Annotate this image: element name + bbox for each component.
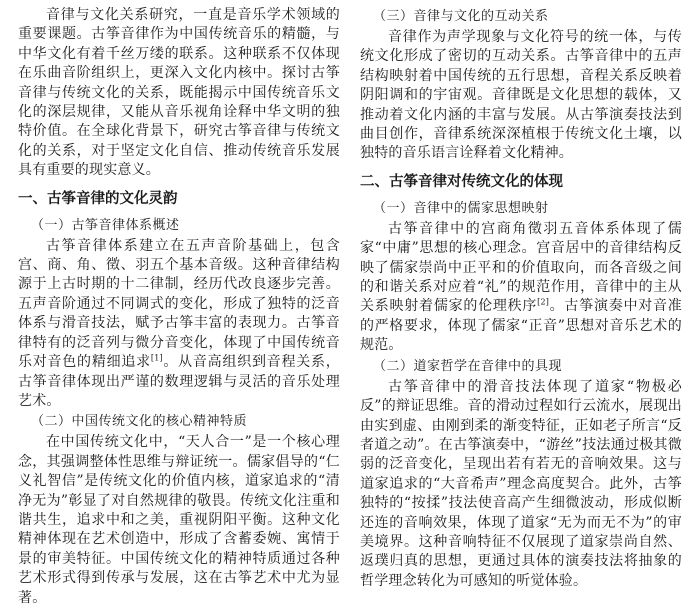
body-paragraph: 在中国传统文化中，“天人合一”是一个核心理念，其强调整体性思维与辩证统一。儒家倡导的“仁义礼智信”是传统文化的价值内核，道家追求的“清净无为”彰显了对自然规律的敬畏。传统文化注重和谐共生，追求中和之美，重视阴阳平衡。这种文化精神体现在艺术创造中，形成了含蓄委婉、寓情于景的审美特征。中国传统文化的精神特质通过各种艺术形式得到传承与发展，这在古筝艺术中尤为显著。	[18, 434, 340, 606]
paragraph-text: 古筝音律中的宫商角徵羽五音体系体现了儒家“中庸”思想的核心理念。宫音居中的音律结构反映了儒家崇尚中正平和的价值取向，而各音级之间的和谐关系对应着“礼”的规范作用，音律中的主从关系映射着儒家的伦理秩序	[360, 220, 682, 315]
body-paragraph	[18, 237, 340, 412]
section-heading: 二、古筝音律对传统文化的体现	[360, 173, 563, 190]
body-paragraph: 古筝音律中的滑音技法体现了道家“物极必反”的辩证思维。音的滑动过程如行云流水，展现出由实到虚、由刚到柔的渐变特征，正如老子所言“反者道之动”。在古筝演奏中，“游丝”技法通过极其微弱的泛音变化，呈现出若有若无的音响效果。这与道家追求的“大音希声”理念高度契合。此外，古筝独特的“按揉”技法使音高产生细微波动，形成似断还连的音响效果，体现了道家“无为而无不为”的审美境界。这种音响特征不仅展现了道家崇尚自然、返璞归真的思想，更通过具体的演奏技法将抽象的哲学理念转化为可感知的听觉体验。	[360, 378, 682, 589]
subsection-heading: （二）中国传统文化的核心精神特质	[31, 414, 248, 430]
citation-ref: [2]	[537, 297, 550, 307]
right-column	[360, 6, 682, 596]
body-paragraph	[360, 220, 682, 356]
paragraph-text: 。古筝演奏中对音准的严格要求，体现了儒家“正音”思想对音乐艺术的规范。	[360, 298, 682, 354]
subsection-heading: （一）古筝音律体系概述	[31, 217, 180, 233]
intro-paragraph: 音律与文化关系研究，一直是音乐学术领域的重要课题。古筝音律作为中国传统音乐的精髓，与中华文化有着千丝万缕的联系。这种联系不仅体现在乐曲音阶组织上，更深入文化内核中。探讨古筝音律与传统文化的关系，既能揭示中国传统音乐文化的深层规律，又能从音乐视角诠释中华文明的独特价值。在全球化背景下，研究古筝音律与传统文化的关系，对于坚定文化自信、推动传统音乐发展具有重要的现实意义。	[18, 7, 340, 179]
section-heading: 一、古筝音律的文化灵韵	[18, 190, 178, 207]
subsection-heading: （一）音律中的儒家思想映射	[373, 200, 549, 216]
paragraph-text: 古筝音律体系建立在五声音阶基础上，包含宫、商、角、徵、羽五个基本音级。这种音律结构源于上古时期的十二律制，经历代改良逐步完善。五声音阶通过不同调式的变化，形成了独特的泛音体系与滑音技法，赋予古筝丰富的表现力。古筝音律特有的泛音列与微分音变化，体现了中国传统音乐对音色的精细追求	[18, 237, 340, 371]
body-paragraph: 音律作为声学现象与文化符号的统一体，与传统文化形成了密切的互动关系。古筝音律中的五声结构映射着中国传统的五行思想，音程关系反映着阴阳调和的宇宙观。音律既是文化思想的载体，又推动着文化内涵的丰富与发展。从古筝演奏技法到曲目创作，音律系统深深植根于传统文化土壤，以独特的音乐语言诠释着文化精神。	[360, 29, 682, 162]
paper-page	[18, 6, 682, 606]
subsection-heading: （三）音律与文化的互动关系	[373, 9, 549, 24]
paragraph-text: 。从音高组织到音程关系，古筝音律体现出严谨的数理逻辑与灵活的音乐处理艺术。	[18, 354, 340, 409]
citation-ref: [1]	[150, 353, 163, 363]
subsection-heading: （二）道家哲学在音律中的具现	[373, 358, 563, 374]
left-column	[18, 6, 340, 606]
